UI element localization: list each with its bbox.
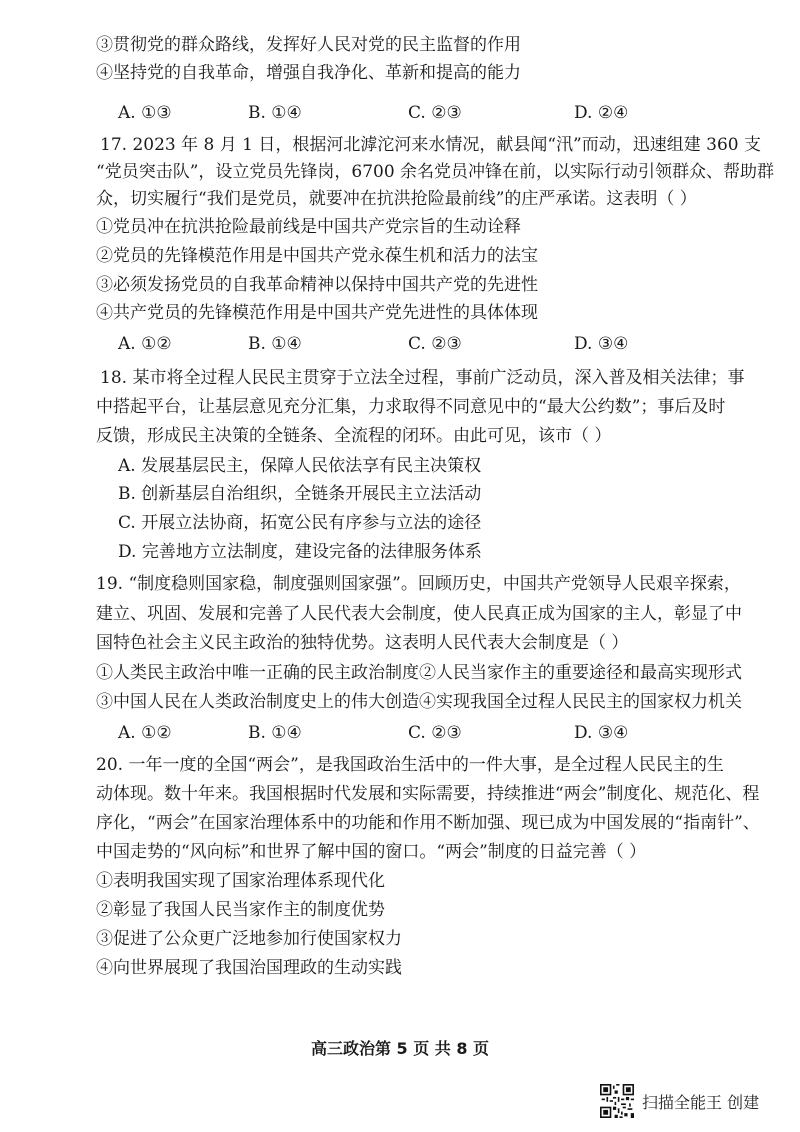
scanner-watermark [600, 1084, 759, 1118]
text-line: ④向世界展现了我国治国理政的生动实践 [96, 958, 402, 978]
text-line: ③必须发扬党员的自我革命精神以保持中国共产党的先进性 [96, 275, 538, 295]
option-a: A. ①② [118, 723, 172, 743]
option-b: B. 创新基层自治组织，全链条开展民主立法活动 [118, 484, 482, 504]
option-d: D. ③④ [574, 723, 629, 743]
option-b: B. ①④ [248, 334, 302, 354]
option-b: B. ①④ [248, 103, 302, 123]
text-line: “党员突击队”，设立党员先锋岗，6700 余名党员冲锋在前，以实际行动引领群众、帮助群 [96, 162, 775, 182]
text-line: 中国走势的“风向标”和世界了解中国的窗口。“两会”制度的日益完善（ ） [96, 842, 647, 862]
text-line: 动体现。数十年来。我国根据时代发展和实际需要，持续推进“两会”制度化、规范化、程 [96, 784, 760, 804]
text-line: ①表明我国实现了国家治理体系现代化 [96, 871, 385, 891]
option-c: C. ②③ [408, 723, 462, 743]
option-c: C. 开展立法协商，拓宽公民有序参与立法的途径 [118, 513, 482, 533]
watermark-text: 扫描全能王 创建 [642, 1092, 760, 1112]
question-18-stem: 18. 某市将全过程人民民主贯穿于立法全过程，事前广泛动员，深入普及相关法律；事 [100, 368, 745, 388]
option-a: A. 发展基层民主，保障人民依法享有民主决策权 [118, 456, 482, 476]
option-c: C. ②③ [408, 334, 462, 354]
option-d: D. ②④ [574, 103, 629, 123]
text-line: ①人类民主政治中唯一正确的民主政治制度②人民当家作主的重要途径和最高实现形式 [96, 663, 742, 683]
text-line: 中搭起平台，让基层意见充分汇集，力求取得不同意见中的“最大公约数”；事后及时 [96, 397, 726, 417]
question-17-stem: 17. 2023 年 8 月 1 日，根据河北滹沱河来水情况，献县闻“汛”而动，迅速组建 360 支 [100, 135, 761, 155]
option-b: B. ①④ [248, 723, 302, 743]
text-line: ②彰显了我国人民当家作主的制度优势 [96, 900, 385, 920]
option-d: D. ③④ [574, 334, 629, 354]
text-line: ④共产党员的先锋模范作用是中国共产党先进性的具体体现 [96, 303, 538, 323]
text-line: ③贯彻党的群众路线，发挥好人民对党的民主监督的作用 [96, 35, 521, 55]
page-footer: 高三政治第 5 页 共 8 页 [310, 1039, 490, 1058]
option-a: A. ①③ [118, 103, 172, 123]
text-line: ②党员的先锋模范作用是中国共产党永葆生机和活力的法宝 [96, 246, 538, 266]
qr-code-icon [600, 1084, 634, 1118]
text-line: ③中国人民在人类政治制度史上的伟大创造④实现我国全过程人民民主的国家权力机关 [96, 692, 742, 712]
text-line: 建立、巩固、发展和完善了人民代表大会制度，使人民真正成为国家的主人，彰显了中 [96, 604, 742, 624]
option-c: C. ②③ [408, 103, 462, 123]
option-a: A. ①② [118, 334, 172, 354]
option-d: D. 完善地方立法制度，建设完备的法律服务体系 [118, 542, 482, 562]
question-20-stem: 20. 一年一度的全国“两会”，是我国政治生活中的一件大事，是全过程人民民主的生 [96, 755, 724, 775]
text-line: 国特色社会主义民主政治的独特优势。这表明人民代表大会制度是（ ） [96, 633, 629, 653]
question-19-stem: 19. “制度稳则国家稳，制度强则国家强”。回顾历史，中国共产党领导人民艰辛探索， [96, 574, 741, 594]
text-line: ③促进了公众更广泛地参加行使国家权力 [96, 929, 402, 949]
text-line: 众，切实履行“我们是党员，就要冲在抗洪抢险最前线”的庄严承诺。这表明（ ） [96, 189, 697, 209]
text-line: ①党员冲在抗洪抢险最前线是中国共产党宗旨的生动诠释 [96, 217, 521, 237]
text-line: 序化，“两会”在国家治理体系中的功能和作用不断加强、现已成为中国发展的“指南针”、 [96, 813, 760, 833]
text-line: ④坚持党的自我革命，增强自我净化、革新和提高的能力 [96, 63, 521, 83]
text-line: 反馈，形成民主决策的全链条、全流程的闭环。由此可见，该市（ ） [96, 426, 612, 446]
